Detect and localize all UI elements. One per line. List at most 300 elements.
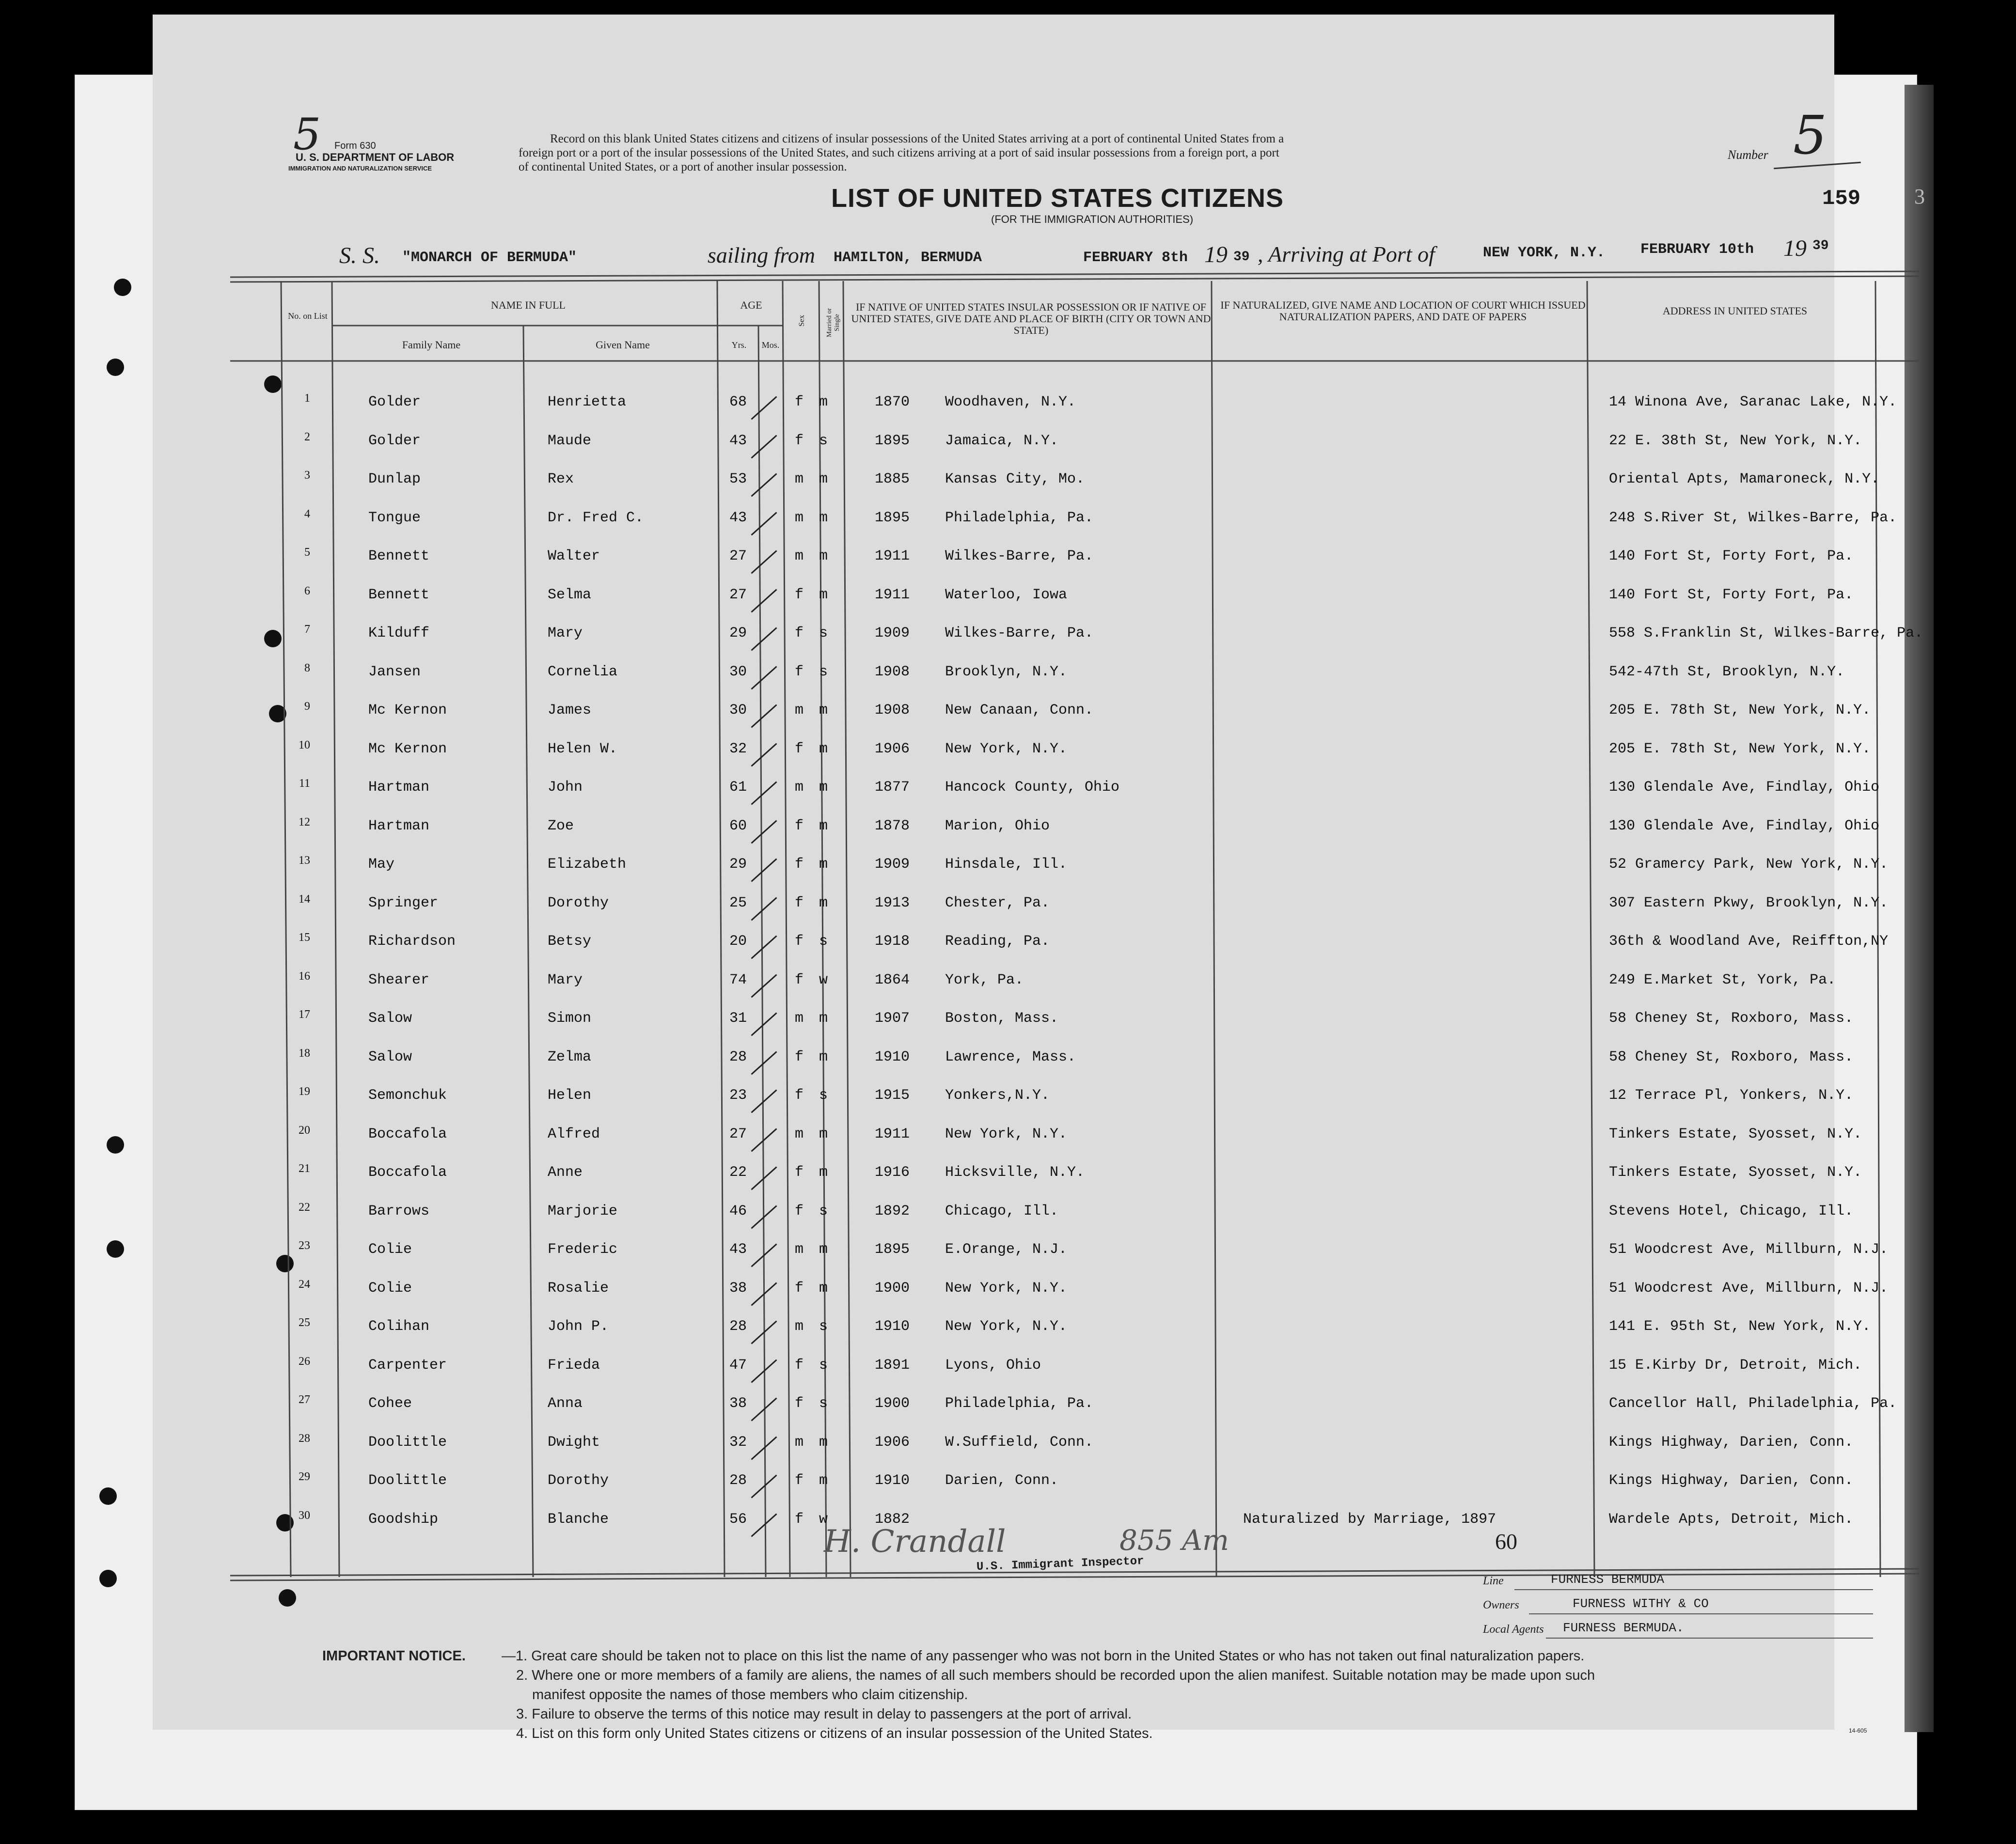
margin-mark: 3 (1914, 185, 1925, 208)
birth-year-cell: 1907 (875, 1010, 910, 1027)
family-name-cell: Kilduff (368, 625, 430, 641)
table-row (281, 1276, 1938, 1310)
given-name-cell: Blanche (548, 1511, 609, 1528)
family-name-cell: Semonchuk (368, 1087, 447, 1104)
check-mark (751, 627, 777, 651)
given-name-cell: Dorothy (548, 894, 609, 911)
address-cell: Cancellor Hall, Philadelphia, Pa. (1609, 1395, 1897, 1412)
birth-year-cell: 1906 (875, 740, 910, 757)
row-number: 13 (299, 854, 310, 867)
family-name-cell: Salow (368, 1048, 412, 1065)
address-cell: 15 E.Kirby Dr, Detroit, Mich. (1609, 1357, 1862, 1374)
age-years-cell: 30 (729, 702, 747, 719)
given-name-cell: Zelma (548, 1048, 592, 1065)
marital-status-cell: s (819, 1395, 828, 1412)
sex-cell: f (795, 856, 804, 873)
address-cell: 12 Terrace Pl, Yonkers, N.Y. (1609, 1087, 1854, 1104)
check-mark (751, 1166, 777, 1190)
marital-status-cell: m (819, 702, 828, 719)
address-cell: 130 Glendale Ave, Findlay, Ohio (1609, 779, 1880, 796)
col-header-yrs: Yrs. (731, 340, 747, 350)
age-years-cell: 43 (729, 432, 747, 449)
given-name-cell: Maude (548, 432, 592, 449)
year-prefix-2: 19 (1783, 235, 1807, 261)
birth-place-cell: Hicksville, N.Y. (945, 1164, 1085, 1181)
address-cell: Tinkers Estate, Syosset, N.Y. (1609, 1164, 1862, 1181)
col-header-naturalized: IF NATURALIZED, GIVE NAME AND LOCATION OF COURT WHICH ISSUED NATURALIZATION PAPERS, AND DATE OF PAPERS (1220, 299, 1586, 323)
sex-cell: f (795, 586, 804, 603)
address-cell: 140 Fort St, Forty Fort, Pa. (1609, 548, 1854, 564)
marital-status-cell: s (819, 1318, 828, 1335)
age-years-cell: 53 (729, 471, 747, 487)
row-number: 5 (304, 546, 310, 559)
line-label: Line (1483, 1575, 1504, 1587)
check-mark (751, 512, 777, 535)
birth-year-cell: 1895 (875, 1241, 910, 1258)
given-name-cell: Simon (548, 1010, 592, 1027)
check-mark (751, 1397, 777, 1421)
birth-year-cell: 1918 (875, 933, 910, 950)
birth-place-cell: York, Pa. (945, 971, 1024, 988)
age-years-cell: 27 (729, 586, 747, 603)
table-row (281, 506, 1938, 540)
given-name-cell: Dorothy (548, 1472, 609, 1489)
age-years-cell: 68 (729, 394, 747, 410)
notice-item-1: —1. Great care should be taken not to place on this list the name of any passenger who was not born in the United States or who has not taken out final naturalization papers. (502, 1648, 1585, 1664)
number-label: Number (1728, 148, 1768, 162)
marital-status-cell: w (819, 971, 828, 988)
check-mark (751, 1205, 777, 1229)
family-name-cell: Golder (368, 394, 421, 410)
given-name-cell: Selma (548, 586, 592, 603)
age-years-cell: 29 (729, 625, 747, 641)
table-row (281, 1314, 1938, 1348)
check-mark (751, 1282, 777, 1306)
family-name-cell: Hartman (368, 779, 430, 796)
age-years-cell: 32 (729, 740, 747, 757)
birth-year-cell: 1906 (875, 1434, 910, 1451)
address-cell: 140 Fort St, Forty Fort, Pa. (1609, 586, 1854, 603)
notice-item-2: 2. Where one or more members of a family are aliens, the names of all such members should be recorded upon the alien manifest. Suitable notation may be made upon such (516, 1668, 1595, 1683)
sex-cell: f (795, 894, 804, 911)
birth-place-cell: Yonkers,N.Y. (945, 1087, 1050, 1104)
marital-status-cell: m (819, 509, 828, 526)
birth-place-cell: Chester, Pa. (945, 894, 1050, 911)
age-years-cell: 43 (729, 1241, 747, 1258)
given-name-cell: James (548, 702, 592, 719)
birth-place-cell: New York, N.Y. (945, 1318, 1068, 1335)
table-row (281, 891, 1938, 925)
address-cell: 248 S.River St, Wilkes-Barre, Pa. (1609, 509, 1897, 526)
check-mark (751, 1243, 777, 1267)
table-row (281, 775, 1938, 809)
table-row (281, 1160, 1938, 1194)
age-years-cell: 46 (729, 1203, 747, 1219)
sex-cell: f (795, 1280, 804, 1297)
birth-year-cell: 1911 (875, 586, 910, 603)
address-cell: 249 E.Market St, York, Pa. (1609, 971, 1836, 988)
birth-year-cell: 1878 (875, 817, 910, 834)
age-years-cell: 27 (729, 1125, 747, 1142)
marital-status-cell: m (819, 1048, 828, 1065)
check-mark (751, 1513, 777, 1537)
address-cell: Kings Highway, Darien, Conn. (1609, 1434, 1854, 1451)
birth-year-cell: 1910 (875, 1318, 910, 1335)
address-cell: 14 Winona Ave, Saranac Lake, N.Y. (1609, 394, 1897, 410)
birth-place-cell: Wilkes-Barre, Pa. (945, 625, 1094, 641)
sex-cell: f (795, 625, 804, 641)
birth-place-cell: New York, N.Y. (945, 1125, 1068, 1142)
birth-year-cell: 1895 (875, 509, 910, 526)
check-mark (751, 589, 777, 612)
col-header-no: No. on List (288, 311, 328, 321)
age-years-cell: 28 (729, 1318, 747, 1335)
sex-cell: f (795, 1164, 804, 1181)
sex-cell: m (795, 702, 804, 719)
inspector-signature: H. Crandall (824, 1524, 1006, 1560)
col-header-given-name: Given Name (596, 339, 650, 351)
family-name-cell: Tongue (368, 509, 421, 526)
marital-status-cell: m (819, 1280, 828, 1297)
given-name-cell: Helen (548, 1087, 592, 1104)
age-years-cell: 23 (729, 1087, 747, 1104)
birth-place-cell: New York, N.Y. (945, 1280, 1068, 1297)
punch-hole (107, 1136, 124, 1154)
page-subtitle: (FOR THE IMMIGRATION AUTHORITIES) (991, 213, 1194, 225)
ss-label: S. S. (339, 243, 380, 268)
birth-place-cell: New York, N.Y. (945, 740, 1068, 757)
family-name-cell: May (368, 856, 395, 873)
age-years-cell: 56 (729, 1511, 747, 1528)
family-name-cell: Springer (368, 894, 439, 911)
line-value: FURNESS BERMUDA (1551, 1572, 1665, 1587)
row-number: 16 (299, 969, 310, 983)
sex-cell: f (795, 394, 804, 410)
year-prefix-1: 19 (1204, 242, 1228, 267)
given-name-cell: Walter (548, 548, 600, 564)
sailing-label: sailing from (708, 243, 815, 267)
birth-year-cell: 1885 (875, 471, 910, 487)
birth-place-cell: New Canaan, Conn. (945, 702, 1094, 719)
family-name-cell: Boccafola (368, 1125, 447, 1142)
birth-place-cell: Boston, Mass. (945, 1010, 1059, 1027)
address-cell: 22 E. 38th St, New York, N.Y. (1609, 432, 1862, 449)
agents-label: Local Agents (1483, 1623, 1544, 1636)
marital-status-cell: m (819, 856, 828, 873)
row-number: 28 (299, 1432, 310, 1445)
sex-cell: f (795, 1203, 804, 1219)
sex-cell: f (795, 1472, 804, 1489)
service-label: IMMIGRATION AND NATURALIZATION SERVICE (288, 165, 432, 172)
family-name-cell: Hartman (368, 817, 430, 834)
punch-hole (264, 375, 282, 393)
age-years-cell: 31 (729, 1010, 747, 1027)
check-mark (751, 704, 777, 728)
table-row (281, 583, 1938, 617)
sex-cell: f (795, 1087, 804, 1104)
check-mark (751, 897, 777, 921)
sex-cell: m (795, 1318, 804, 1335)
check-mark (751, 666, 777, 689)
given-name-cell: Anna (548, 1395, 583, 1412)
address-cell: Tinkers Estate, Syosset, N.Y. (1609, 1125, 1862, 1142)
page-title: LIST OF UNITED STATES CITIZENS (831, 184, 1284, 213)
table-row (281, 968, 1938, 1002)
birth-place-cell: Kansas City, Mo. (945, 471, 1085, 487)
row-number: 24 (299, 1278, 310, 1291)
total-count: 60 (1495, 1529, 1517, 1554)
address-cell: 58 Cheney St, Roxboro, Mass. (1609, 1048, 1854, 1065)
department-label: U. S. DEPARTMENT OF LABOR (296, 151, 455, 163)
age-years-cell: 32 (729, 1434, 747, 1451)
birth-year-cell: 1910 (875, 1472, 910, 1489)
family-name-cell: Bennett (368, 586, 430, 603)
table-row (281, 660, 1938, 694)
line-underline (1514, 1589, 1873, 1590)
row-number: 18 (299, 1047, 310, 1060)
row-number: 21 (299, 1162, 310, 1175)
given-name-cell: Henrietta (548, 394, 627, 410)
record-line-2: foreign port or a port of the insular possessions of the United States, and such citizens arriving at a port of said insular possessions from a foreign port, a port (519, 146, 1279, 159)
row-number: 20 (299, 1124, 310, 1137)
table-row (281, 852, 1938, 886)
departure-port: HAMILTON, BERMUDA (834, 250, 982, 266)
birth-year-cell: 1908 (875, 702, 910, 719)
row-number: 15 (299, 931, 310, 944)
row-number: 8 (304, 661, 310, 674)
check-mark (751, 1012, 777, 1036)
table-row (281, 1045, 1938, 1079)
birth-year-cell: 1900 (875, 1280, 910, 1297)
family-name-cell: Goodship (368, 1511, 439, 1528)
notice-item-2-cont: manifest opposite the names of those members who claim citizenship. (532, 1687, 968, 1703)
given-name-cell: Mary (548, 625, 583, 641)
birth-place-cell: Philadelphia, Pa. (945, 1395, 1094, 1412)
birth-place-cell: E.Orange, N.J. (945, 1241, 1068, 1258)
marital-status-cell: s (819, 1087, 828, 1104)
sex-cell: f (795, 663, 804, 680)
age-years-cell: 20 (729, 933, 747, 950)
check-mark (751, 435, 777, 458)
family-name-cell: Barrows (368, 1203, 430, 1219)
marital-status-cell: s (819, 432, 828, 449)
record-line-3: of continental United States, or a port of another insular possession. (519, 160, 847, 173)
row-number: 19 (299, 1085, 310, 1098)
check-mark (751, 473, 777, 497)
marital-status-cell: m (819, 471, 828, 487)
check-mark (751, 1474, 777, 1498)
marital-status-cell: s (819, 933, 828, 950)
table-row (281, 1353, 1938, 1387)
given-name-cell: Alfred (548, 1125, 600, 1142)
sex-cell: f (795, 1395, 804, 1412)
record-line-1: Record on this blank United States citizens and citizens of insular possessions of the United States arriving at a port of continental United States from a (550, 132, 1284, 145)
punch-hole (99, 1570, 117, 1587)
given-name-cell: Rosalie (548, 1280, 609, 1297)
age-years-cell: 60 (729, 817, 747, 834)
family-name-cell: Colie (368, 1280, 412, 1297)
row-number: 22 (299, 1201, 310, 1214)
departure-date: FEBRUARY 8th (1083, 250, 1188, 266)
marital-status-cell: m (819, 394, 828, 410)
marital-status-cell: m (819, 548, 828, 564)
birth-place-cell: Chicago, Ill. (945, 1203, 1059, 1219)
table-row (281, 1083, 1938, 1117)
table-row (281, 1391, 1938, 1425)
birth-place-cell: Waterloo, Iowa (945, 586, 1068, 603)
check-mark (751, 396, 777, 420)
check-mark (751, 1089, 777, 1113)
table-row (281, 467, 1938, 501)
row-number: 23 (299, 1239, 310, 1252)
check-mark (751, 1051, 777, 1075)
marital-status-cell: s (819, 625, 828, 641)
address-cell: Stevens Hotel, Chicago, Ill. (1609, 1203, 1854, 1219)
row-number: 25 (299, 1316, 310, 1329)
age-years-cell: 43 (729, 509, 747, 526)
given-name-cell: Rex (548, 471, 574, 487)
age-years-cell: 28 (729, 1048, 747, 1065)
birth-place-cell: W.Suffield, Conn. (945, 1434, 1094, 1451)
age-years-cell: 28 (729, 1472, 747, 1489)
row-number: 29 (299, 1470, 310, 1483)
row-number: 17 (299, 1008, 310, 1021)
sex-cell: f (795, 432, 804, 449)
age-years-cell: 27 (729, 548, 747, 564)
birth-year-cell: 1877 (875, 779, 910, 796)
check-mark (751, 1436, 777, 1460)
age-years-cell: 61 (729, 779, 747, 796)
family-name-cell: Jansen (368, 663, 421, 680)
birth-year-cell: 1910 (875, 1048, 910, 1065)
family-name-cell: Boccafola (368, 1164, 447, 1181)
row-number: 26 (299, 1355, 310, 1368)
family-name-cell: Mc Kernon (368, 702, 447, 719)
inspector-label: U.S. Immigrant Inspector (976, 1554, 1145, 1574)
punch-hole (107, 1240, 124, 1258)
sex-cell: f (795, 971, 804, 988)
row-number: 1 (304, 392, 310, 405)
given-name-cell: Mary (548, 971, 583, 988)
row-number: 9 (304, 700, 310, 713)
given-name-cell: Helen W. (548, 740, 618, 757)
owners-label: Owners (1483, 1599, 1519, 1611)
form-number: Form 630 (334, 141, 376, 151)
family-name-cell: Richardson (368, 933, 456, 950)
marital-status-cell: m (819, 1472, 828, 1489)
address-cell: 141 E. 95th St, New York, N.Y. (1609, 1318, 1871, 1335)
punch-hole (99, 1487, 117, 1505)
given-name-cell: Dr. Fred C. (548, 509, 644, 526)
family-name-cell: Cohee (368, 1395, 412, 1412)
birth-place-cell: Hinsdale, Ill. (945, 856, 1068, 873)
address-cell: 558 S.Franklin St, Wilkes-Barre, Pa. (1609, 625, 1923, 641)
page-stamp-number: 159 (1822, 187, 1861, 211)
birth-year-cell: 1911 (875, 548, 910, 564)
check-mark (751, 781, 777, 805)
punch-hole (107, 359, 124, 376)
table-row (281, 698, 1938, 732)
punch-hole (114, 279, 131, 296)
table-row (281, 621, 1938, 655)
family-name-cell: Salow (368, 1010, 412, 1027)
birth-year-cell: 1870 (875, 394, 910, 410)
table-row (281, 390, 1938, 424)
row-number: 7 (304, 623, 310, 636)
col-header-name-in-full: NAME IN FULL (491, 299, 566, 311)
birth-year-cell: 1916 (875, 1164, 910, 1181)
table-row (281, 1199, 1938, 1233)
given-name-cell: Dwight (548, 1434, 600, 1451)
address-cell: 542-47th St, Brooklyn, N.Y. (1609, 663, 1845, 680)
inspector-time-note: 855 Am (1119, 1524, 1229, 1557)
birth-place-cell: Jamaica, N.Y. (945, 432, 1059, 449)
age-years-cell: 22 (729, 1164, 747, 1181)
owners-value: FURNESS WITHY & CO (1573, 1596, 1709, 1611)
table-row (281, 1507, 1938, 1541)
address-cell: 51 Woodcrest Ave, Millburn, N.J. (1609, 1241, 1889, 1258)
record-instructions (519, 132, 1633, 174)
birth-place-cell: Lawrence, Mass. (945, 1048, 1076, 1065)
family-name-cell: Dunlap (368, 471, 421, 487)
given-name-cell: Elizabeth (548, 856, 627, 873)
sex-cell: m (795, 471, 804, 487)
given-name-cell: Cornelia (548, 663, 618, 680)
given-name-cell: Marjorie (548, 1203, 618, 1219)
age-years-cell: 38 (729, 1395, 747, 1412)
address-cell: 51 Woodcrest Ave, Millburn, N.J. (1609, 1280, 1889, 1297)
address-cell: Wardele Apts, Detroit, Mich. (1609, 1511, 1854, 1528)
check-mark (751, 974, 777, 998)
given-name-cell: John P. (548, 1318, 609, 1335)
punch-hole (279, 1589, 296, 1607)
marital-status-cell: s (819, 1203, 828, 1219)
birth-year-cell: 1909 (875, 856, 910, 873)
arrival-year: 39 (1812, 238, 1829, 253)
age-years-cell: 47 (729, 1357, 747, 1374)
marital-status-cell: s (819, 1357, 828, 1374)
check-mark (751, 1128, 777, 1152)
sex-cell: m (795, 1010, 804, 1027)
arrival-port: NEW YORK, N.Y. (1483, 245, 1606, 261)
sex-cell: f (795, 1357, 804, 1374)
birth-place-cell: Darien, Conn. (945, 1472, 1059, 1489)
age-years-cell: 25 (729, 894, 747, 911)
family-name-cell: Carpenter (368, 1357, 447, 1374)
col-header-age: AGE (740, 299, 762, 311)
marital-status-cell: m (819, 817, 828, 834)
row-number: 30 (299, 1509, 310, 1522)
birth-place-cell: Lyons, Ohio (945, 1357, 1041, 1374)
col-header-mos: Mos. (761, 340, 780, 350)
family-name-cell: Colihan (368, 1318, 430, 1335)
birth-year-cell: 1864 (875, 971, 910, 988)
address-cell: 307 Eastern Pkwy, Brooklyn, N.Y. (1609, 894, 1889, 911)
check-mark (751, 935, 777, 959)
sex-cell: f (795, 1511, 804, 1528)
marital-status-cell: m (819, 1125, 828, 1142)
birth-place-cell: Woodhaven, N.Y. (945, 394, 1076, 410)
birth-year-cell: 1900 (875, 1395, 910, 1412)
sex-cell: m (795, 1125, 804, 1142)
family-name-cell: Mc Kernon (368, 740, 447, 757)
marital-status-cell: m (819, 1164, 828, 1181)
table-row (281, 737, 1938, 771)
arrival-date: FEBRUARY 10th (1640, 241, 1754, 258)
check-mark (751, 550, 777, 574)
marital-status-cell: s (819, 663, 828, 680)
table-row (281, 429, 1938, 463)
